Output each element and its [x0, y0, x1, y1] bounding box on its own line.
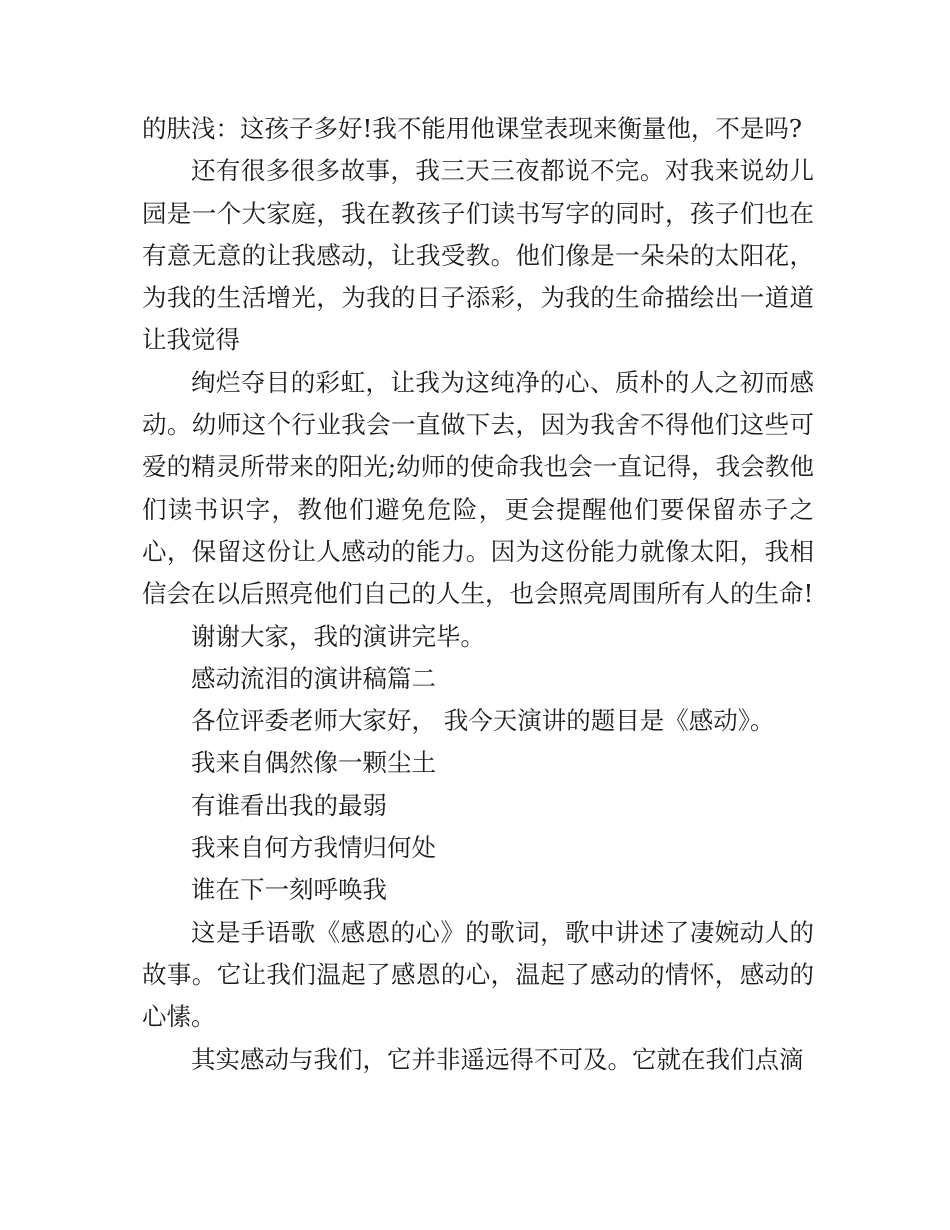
- paragraph-last: 其实感动与我们，它并非遥远得不可及。它就在我们点滴: [191, 1044, 804, 1074]
- closing-line: 谢谢大家，我的演讲完毕。: [191, 621, 485, 651]
- lyric-line-3: 我来自何方我情归何处: [191, 833, 436, 863]
- paragraph-1: 的肤浅：这孩子多好!我不能用他课堂表现来衡量他，不是吗?: [142, 114, 802, 143]
- greeting-line: 各位评委老师大家好， 我今天演讲的题目是《感动》。: [191, 706, 775, 736]
- paragraph-3: 绚烂夺目的彩虹，让我为这纯净的心、质朴的人之初而感动。幼师这个行业我会一直做下去，因为我舍不得他们这些可爱的精灵所带来的阳光;幼师的使命我也会一直记得，我会教他们读书识字，教他们避免危险，更会提醒他们要保留赤子之心，保留这份让人感动的能力。因为这份能力就像太阳，我相信会在以后照亮他们自己的人生，也会照亮周围所有人的生命!: [142, 367, 814, 609]
- section-heading: 感动流泪的演讲稿篇二: [191, 663, 436, 693]
- lyric-line-4: 谁在下一刻呼唤我: [191, 875, 387, 905]
- document-page: [142, 108, 814, 1081]
- lyric-line-1: 我来自偶然像一颗尘土: [191, 748, 436, 778]
- paragraph-2: 还有很多很多故事，我三天三夜都说不完。对我来说幼儿园是一个大家庭，我在教孩子们读书写字的同时，孩子们也在有意无意的让我感动，让我受教。他们像是一朵朵的太阳花，为我的生活增光，为我的日子添彩，为我的生命描绘出一道道让我觉得: [142, 156, 814, 355]
- paragraph-lyrics-description: 这是手语歌《感恩的心》的歌词，歌中讲述了凄婉动人的故事。它让我们温起了感恩的心，温起了感动的情怀，感动的心愫。: [142, 917, 814, 1032]
- lyric-line-2: 有谁看出我的最弱: [191, 790, 387, 820]
